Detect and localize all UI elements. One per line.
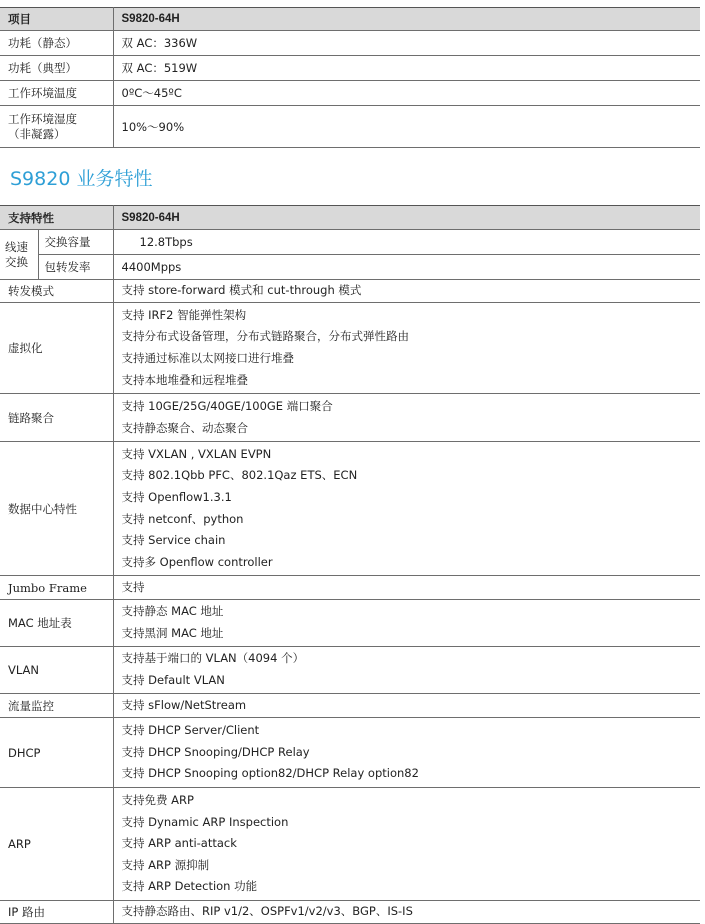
feature-label: 流量监控 bbox=[0, 694, 113, 718]
feature-value: 支持 10GE/25G/40GE/100GE 端口聚合 bbox=[121, 398, 333, 413]
spec-label: 工作环境温度 bbox=[0, 81, 113, 106]
feature-value: 支持 netconf、python bbox=[121, 511, 244, 526]
feature-values bbox=[113, 394, 700, 442]
feature-value: 支持 Openflow1.3.1 bbox=[121, 489, 232, 504]
spec-table bbox=[0, 7, 700, 148]
feature-label: 转发模式 bbox=[0, 280, 113, 303]
feature-value: 支持静态路由、RIP v1/2、OSPFv1/v2/v3、BGP、IS-IS bbox=[121, 904, 413, 919]
feature-value: 支持静态 MAC 地址 bbox=[121, 604, 224, 619]
feature-values bbox=[113, 576, 700, 600]
feature-value: 支持 bbox=[121, 579, 145, 594]
table-row bbox=[0, 56, 700, 81]
spec-table-header bbox=[0, 8, 700, 31]
feature-value: 支持 VXLAN , VXLAN EVPN bbox=[121, 446, 272, 461]
table-row bbox=[0, 718, 700, 788]
table-row bbox=[0, 106, 700, 148]
feature-values bbox=[113, 280, 700, 303]
table-row bbox=[0, 394, 700, 442]
feature-values bbox=[113, 647, 700, 694]
spec-header-model: S9820-64H bbox=[113, 8, 700, 31]
feature-value: 支持免费 ARP bbox=[121, 793, 194, 808]
feature-value: 支持通过标准以太网接口进行堆叠 bbox=[121, 351, 294, 365]
table-row bbox=[0, 31, 700, 56]
feature-value: 支持 Default VLAN bbox=[121, 673, 225, 687]
feature-label: Jumbo Frame bbox=[0, 576, 113, 600]
table-row bbox=[0, 255, 700, 280]
table-row bbox=[0, 647, 700, 694]
feature-value: 支持 ARP 源抑制 bbox=[121, 857, 210, 872]
feature-label: MAC 地址表 bbox=[0, 600, 113, 647]
feature-header-item: 支持特性 bbox=[0, 206, 113, 230]
table-row bbox=[0, 901, 700, 924]
table-row bbox=[0, 442, 700, 576]
feature-values bbox=[113, 442, 700, 576]
table-row bbox=[0, 230, 700, 255]
feature-label: 包转发率 bbox=[38, 255, 113, 280]
feature-value: 支持 DHCP Snooping/DHCP Relay bbox=[121, 744, 310, 759]
feature-values bbox=[113, 788, 700, 901]
feature-value: 支持 ARP Detection 功能 bbox=[121, 879, 258, 894]
spec-value: 双 AC：336W bbox=[113, 31, 700, 56]
feature-value: 支持 Service chain bbox=[121, 533, 226, 548]
feature-table-header bbox=[0, 206, 700, 230]
spec-label: 工作环境湿度（非凝露） bbox=[0, 106, 113, 148]
feature-label: 链路聚合 bbox=[0, 394, 113, 442]
feature-value: 支持 802.1Qbb PFC、802.1Qaz ETS、ECN bbox=[121, 468, 358, 483]
table-row bbox=[0, 81, 700, 106]
feature-value: 支持分布式设备管理，分布式链路聚合，分布式弹性路由 bbox=[121, 329, 409, 344]
feature-label: IP 路由 bbox=[0, 901, 113, 924]
feature-value: 支持本地堆叠和远程堆叠 bbox=[121, 372, 248, 387]
feature-value: 支持 IRF2 智能弹性架构 bbox=[121, 307, 247, 322]
feature-values bbox=[113, 694, 700, 718]
feature-label: DHCP bbox=[0, 718, 113, 788]
section-title: S9820 业务特性 bbox=[10, 168, 153, 190]
spec-label: 功耗（静态） bbox=[0, 31, 113, 56]
feature-value: 4400Mpps bbox=[113, 255, 700, 280]
table-row bbox=[0, 303, 700, 394]
feature-values bbox=[113, 303, 700, 394]
feature-value: 支持 store-forward 模式和 cut-through 模式 bbox=[121, 283, 362, 298]
feature-value: 支持多 Openflow controller bbox=[121, 554, 273, 569]
feature-label: 虚拟化 bbox=[0, 303, 113, 394]
feature-value: 支持 DHCP Snooping option82/DHCP Relay option82 bbox=[121, 766, 419, 781]
feature-value: 支持基于端口的 VLAN（4094 个） bbox=[121, 651, 305, 666]
spec-header-item: 项目 bbox=[0, 8, 113, 31]
feature-value: 支持 sFlow/NetStream bbox=[121, 697, 247, 712]
feature-values bbox=[113, 901, 700, 924]
spec-value: 双 AC：519W bbox=[113, 56, 700, 81]
feature-value: 支持 ARP anti-attack bbox=[121, 836, 237, 851]
spec-value: 0ºC～45ºC bbox=[113, 81, 700, 106]
feature-header-model: S9820-64H bbox=[113, 206, 700, 230]
table-row bbox=[0, 788, 700, 901]
spec-value: 10%～90% bbox=[113, 106, 700, 148]
table-row bbox=[0, 600, 700, 647]
table-row bbox=[0, 694, 700, 718]
feature-value: 支持静态聚合、动态聚合 bbox=[121, 420, 248, 435]
spec-label: 功耗（典型） bbox=[0, 56, 113, 81]
feature-label: 数据中心特性 bbox=[0, 442, 113, 576]
feature-values bbox=[113, 718, 700, 788]
feature-label: VLAN bbox=[0, 647, 113, 694]
feature-value: 支持黑洞 MAC 地址 bbox=[121, 626, 224, 640]
feature-value: 支持 DHCP Server/Client bbox=[121, 723, 260, 738]
feature-value: 支持 Dynamic ARP Inspection bbox=[121, 814, 289, 829]
feature-label: 交换容量 bbox=[38, 230, 113, 255]
feature-values bbox=[113, 600, 700, 647]
table-row bbox=[0, 280, 700, 303]
feature-table bbox=[0, 205, 700, 924]
feature-label: ARP bbox=[0, 788, 113, 901]
table-row bbox=[0, 576, 700, 600]
line-rate-group-label: 线速交换 bbox=[0, 230, 38, 280]
feature-value: 12.8Tbps bbox=[113, 230, 700, 255]
